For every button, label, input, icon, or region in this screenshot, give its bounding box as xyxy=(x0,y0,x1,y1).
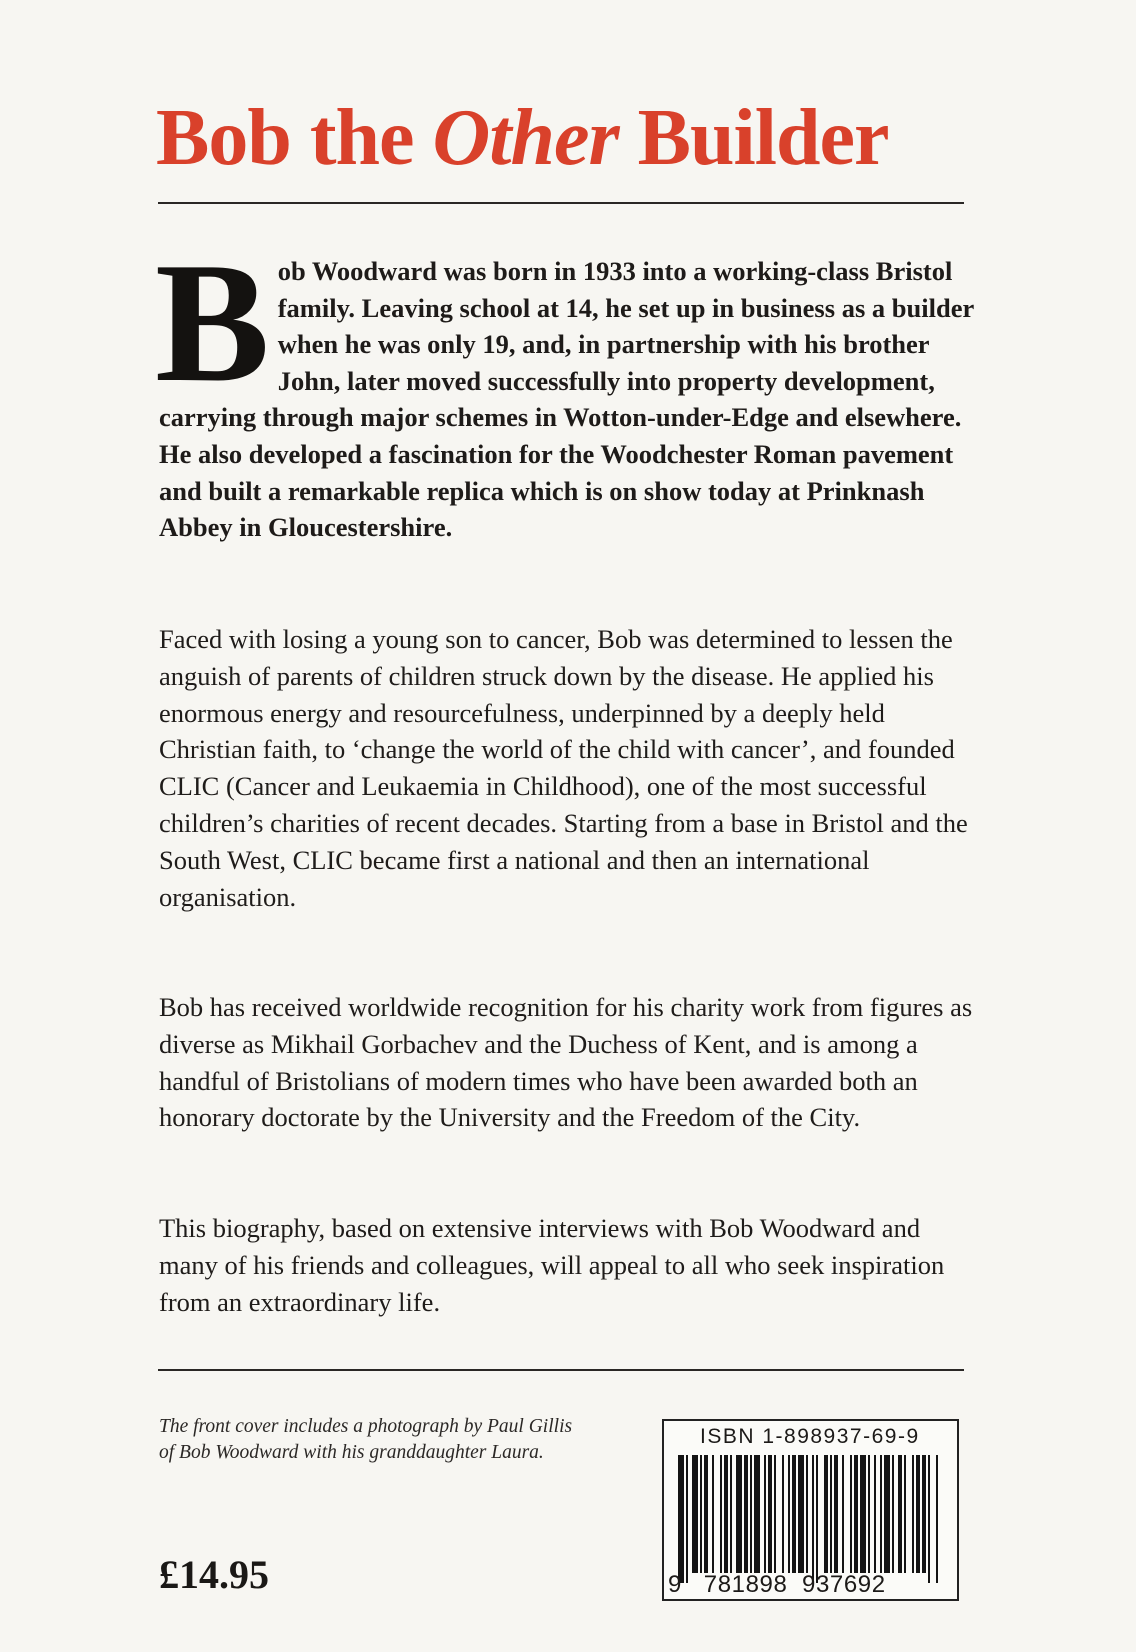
isbn-label: ISBN 1-898937-69-9 xyxy=(700,1425,920,1448)
barcode-bar xyxy=(880,1455,882,1573)
cover-photo-caption xyxy=(159,1414,619,1466)
barcode-bar xyxy=(774,1455,776,1573)
barcode-bar xyxy=(868,1455,870,1573)
barcode-bar xyxy=(812,1455,814,1583)
title-divider xyxy=(158,202,964,204)
barcode-bar xyxy=(792,1455,796,1573)
isbn-barcode xyxy=(662,1419,959,1601)
barcode-bar xyxy=(824,1455,828,1573)
barcode-bar xyxy=(724,1455,728,1573)
barcode-bar xyxy=(898,1455,902,1573)
barcode-bar xyxy=(782,1455,784,1573)
caption-line-2: of Bob Woodward with his granddaughter Laura. xyxy=(159,1442,544,1463)
barcode-bar xyxy=(678,1455,684,1583)
title-part-3: Builder xyxy=(618,94,889,182)
barcode-bar xyxy=(704,1455,708,1573)
barcode-bar xyxy=(834,1455,838,1573)
barcode-bar xyxy=(912,1455,914,1573)
barcode-bar xyxy=(730,1455,732,1573)
title-part-italic: Other xyxy=(432,94,619,182)
barcode-bar xyxy=(850,1455,852,1573)
ean-left-group: 781898 xyxy=(703,1571,788,1598)
paragraph-clic: Faced with losing a young son to cancer, Bob was determined to lessen the anguish of parents of children struck down by the disease. He applied his enormous energy and resourcefulness, underpinned by a deeply held Christian faith, to ‘change the world of the child with cancer’, and founded CLIC (Cancer and Leukaemia in Childhood), one of the most successful children’s charities of recent decades. Starting from a base in Bristol and the South West, CLIC became first a national and then an international organisation. xyxy=(159,624,968,912)
barcode-bar xyxy=(720,1455,722,1573)
barcode-bar xyxy=(736,1455,742,1573)
footer-divider xyxy=(158,1369,964,1371)
barcode-bar xyxy=(904,1455,906,1573)
barcode-bar xyxy=(816,1455,818,1583)
barcode-bar xyxy=(692,1455,698,1573)
barcode-bar xyxy=(928,1455,930,1583)
barcode-bar xyxy=(754,1455,760,1573)
barcode-bar xyxy=(750,1455,752,1573)
ean-digits xyxy=(668,1572,886,1598)
caption-line-1: The front cover includes a photograph by Paul Gillis xyxy=(159,1416,573,1437)
barcode-bar xyxy=(854,1455,858,1573)
barcode-bar xyxy=(892,1455,894,1573)
barcode-bar xyxy=(860,1455,866,1573)
paragraph-biography: This biography, based on extensive interviews with Bob Woodward and many of his friends and colleagues, will appeal to all who seek inspiration from an extraordinary life. xyxy=(159,1213,945,1317)
ean-right-group: 937692 xyxy=(802,1571,886,1598)
barcode-bar xyxy=(798,1455,804,1573)
drop-cap: B xyxy=(155,228,270,418)
barcode-bar xyxy=(712,1455,714,1573)
intro-text: ob Woodward was born in 1933 into a working-class Bristol family. Leaving school at 14, he set up in business as a builder when he was only 19, and, in partnership with his brother John, later moved successfully into property development, carrying through major schemes in Wotton-under-Edge and elsewhere. He also developed a fascination for the Woodchester Roman pavement and built a remarkable replica which is on show today at Prinknash Abbey in Gloucestershire. xyxy=(159,256,974,543)
barcode-bar xyxy=(700,1455,702,1573)
barcode-bar xyxy=(686,1455,688,1583)
barcode-bar xyxy=(764,1455,766,1573)
intro-paragraph xyxy=(155,228,979,546)
title-part-1: Bob the xyxy=(156,94,433,182)
barcode-bar xyxy=(884,1455,890,1573)
barcode-bar xyxy=(768,1455,772,1573)
barcode-bar xyxy=(806,1455,808,1573)
price: £14.95 xyxy=(159,1552,269,1597)
paragraph-recognition: Bob has received worldwide recognition for his charity work from figures as diverse as Mikhail Gorbachev and the Duchess of Kent, and is among a handful of Bristolians of modern times who have been awarded both an honorary doctorate by the University and the Freedom of the City. xyxy=(159,992,973,1133)
barcode-bar xyxy=(842,1455,844,1573)
barcode-bar xyxy=(830,1455,832,1573)
book-title xyxy=(156,88,976,188)
barcode-bar xyxy=(744,1455,748,1573)
barcode-bar xyxy=(874,1455,876,1573)
barcode-bar xyxy=(916,1455,920,1573)
barcode-bar xyxy=(922,1455,926,1573)
barcode-bar xyxy=(788,1455,790,1573)
ean-first-digit: 9 xyxy=(668,1571,682,1598)
barcode-bar xyxy=(936,1455,938,1583)
